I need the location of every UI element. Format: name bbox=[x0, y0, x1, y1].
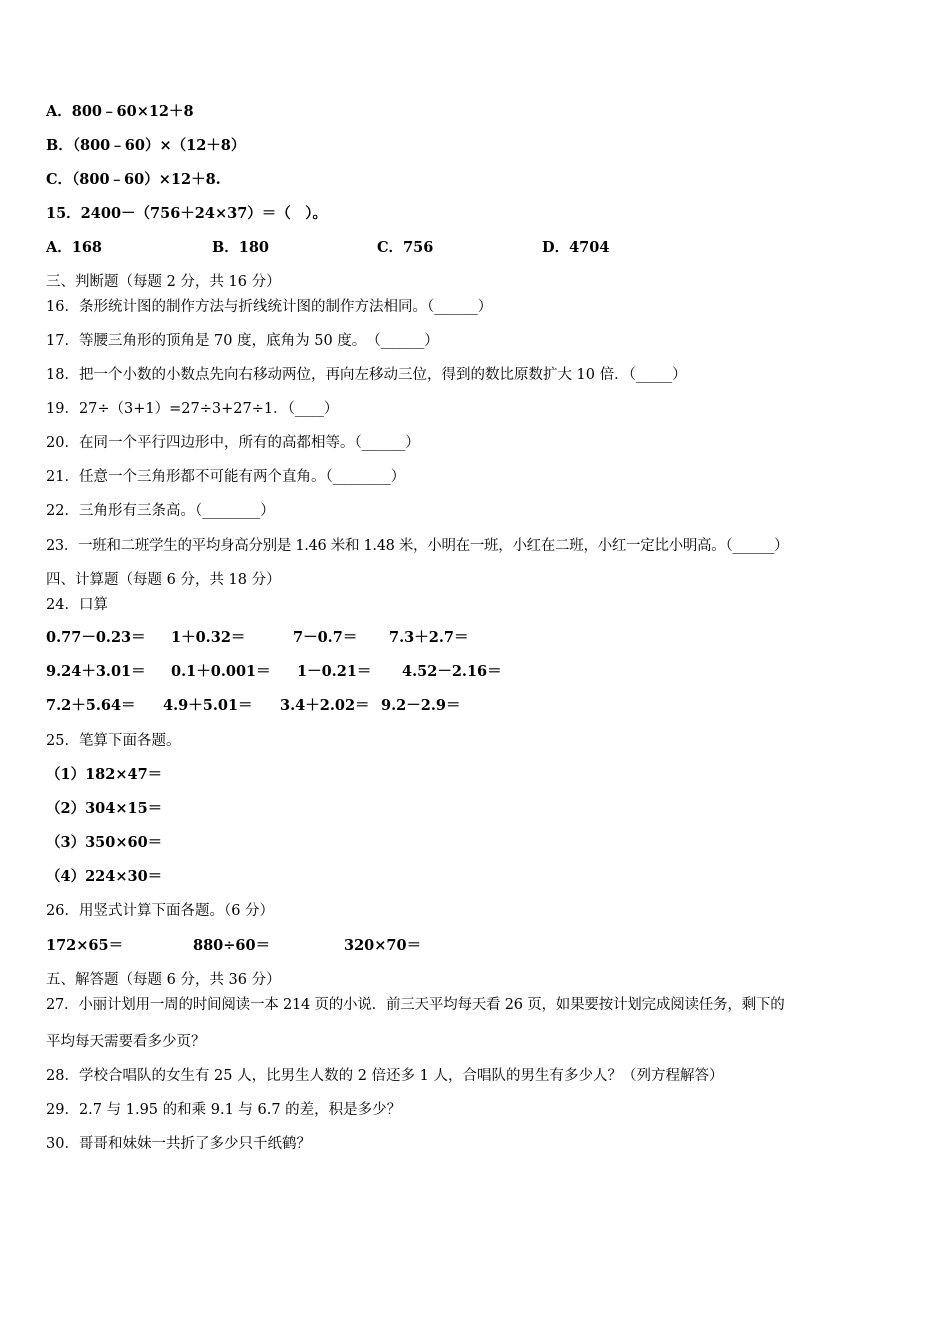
oral-calc-item: 1－0.21＝ bbox=[297, 663, 372, 680]
q19: 19．27÷（3+1）=27÷3+27÷1．（____） bbox=[46, 401, 339, 417]
q22: 22．三角形有三条高。（________） bbox=[46, 503, 275, 519]
section3-title: 三、判断题（每题 2 分，共 16 分） bbox=[46, 274, 281, 290]
q15-option-b: B．180 bbox=[212, 239, 270, 256]
q20: 20．在同一个平行四边形中，所有的高都相等。（______） bbox=[46, 435, 420, 451]
q14-option-c: C．（800﹣60）×12＋8. bbox=[46, 171, 221, 188]
q21: 21．任意一个三角形都不可能有两个直角。（________） bbox=[46, 469, 406, 485]
section4-title: 四、计算题（每题 6 分，共 18 分） bbox=[46, 572, 281, 588]
oral-calc-item: 4.9＋5.01＝ bbox=[163, 697, 253, 714]
q25-label: 25．笔算下面各题。 bbox=[46, 733, 181, 749]
q24-label: 24．口算 bbox=[46, 597, 108, 613]
q26-label: 26．用竖式计算下面各题。（6 分） bbox=[46, 903, 275, 919]
q24-row bbox=[46, 628, 546, 648]
oral-calc-item: 0.77－0.23＝ bbox=[46, 629, 146, 646]
oral-calc-item: 7－0.7＝ bbox=[293, 629, 358, 646]
q25-item: （1）182×47＝ bbox=[46, 766, 163, 783]
q28: 28．学校合唱队的女生有 25 人，比男生人数的 2 倍还多 1 人，合唱队的男生有多少人？（列方程解答） bbox=[46, 1068, 724, 1084]
q16: 16．条形统计图的制作方法与折线统计图的制作方法相同。（______） bbox=[46, 299, 493, 315]
q18: 18．把一个小数的小数点先向右移动两位，再向左移动三位，得到的数比原数扩大 10 倍．（_____） bbox=[46, 367, 687, 383]
q15-stem: 15．2400－（756＋24×37）＝（ ）。 bbox=[46, 205, 328, 222]
oral-calc-item: 9.24＋3.01＝ bbox=[46, 663, 146, 680]
q29: 29．2.7 与 1.95 的和乘 9.1 与 6.7 的差，积是多少？ bbox=[46, 1102, 402, 1118]
q15-option-d: D．4704 bbox=[542, 239, 610, 256]
q14-option-a: A．800﹣60×12＋8 bbox=[46, 103, 194, 120]
oral-calc-item: 7.2＋5.64＝ bbox=[46, 697, 136, 714]
oral-calc-item: 4.52－2.16＝ bbox=[402, 663, 502, 680]
q17: 17．等腰三角形的顶角是 70 度，底角为 50 度。 （______） bbox=[46, 333, 439, 349]
section5-title: 五、解答题（每题 6 分，共 36 分） bbox=[46, 972, 281, 988]
q27-line2: 平均每天需要看多少页？ bbox=[46, 1034, 206, 1050]
vertical-calc-item: 880÷60＝ bbox=[193, 937, 271, 954]
q24-row bbox=[46, 662, 546, 682]
vertical-calc-item: 172×65＝ bbox=[46, 937, 124, 954]
q25-item: （4）224×30＝ bbox=[46, 868, 163, 885]
oral-calc-item: 0.1＋0.001＝ bbox=[171, 663, 271, 680]
q14-option-b: B．（800﹣60）×（12＋8） bbox=[46, 137, 246, 154]
q26-row bbox=[46, 936, 466, 956]
q27-line1: 27．小丽计划用一周的时间阅读一本 214 页的小说．前三天平均每天看 26 页，如果要按计划完成阅读任务，剩下的 bbox=[46, 997, 785, 1013]
vertical-calc-item: 320×70＝ bbox=[344, 937, 422, 954]
oral-calc-item: 9.2－2.9＝ bbox=[381, 697, 461, 714]
q15-option-a: A．168 bbox=[46, 239, 103, 256]
oral-calc-item: 1＋0.32＝ bbox=[171, 629, 246, 646]
q24-row bbox=[46, 696, 546, 716]
q15-options bbox=[46, 238, 646, 258]
q23: 23．一班和二班学生的平均身高分别是 1.46 米和 1.48 米，小明在一班，小红在二班，小红一定比小明高。（______） bbox=[46, 538, 789, 554]
q15-option-c: C．756 bbox=[377, 239, 434, 256]
q25-item: （2）304×15＝ bbox=[46, 800, 163, 817]
oral-calc-item: 3.4＋2.02＝ bbox=[280, 697, 370, 714]
q30: 30．哥哥和妹妹一共折了多少只千纸鹤？ bbox=[46, 1136, 311, 1152]
oral-calc-item: 7.3＋2.7＝ bbox=[389, 629, 469, 646]
q25-item: （3）350×60＝ bbox=[46, 834, 163, 851]
